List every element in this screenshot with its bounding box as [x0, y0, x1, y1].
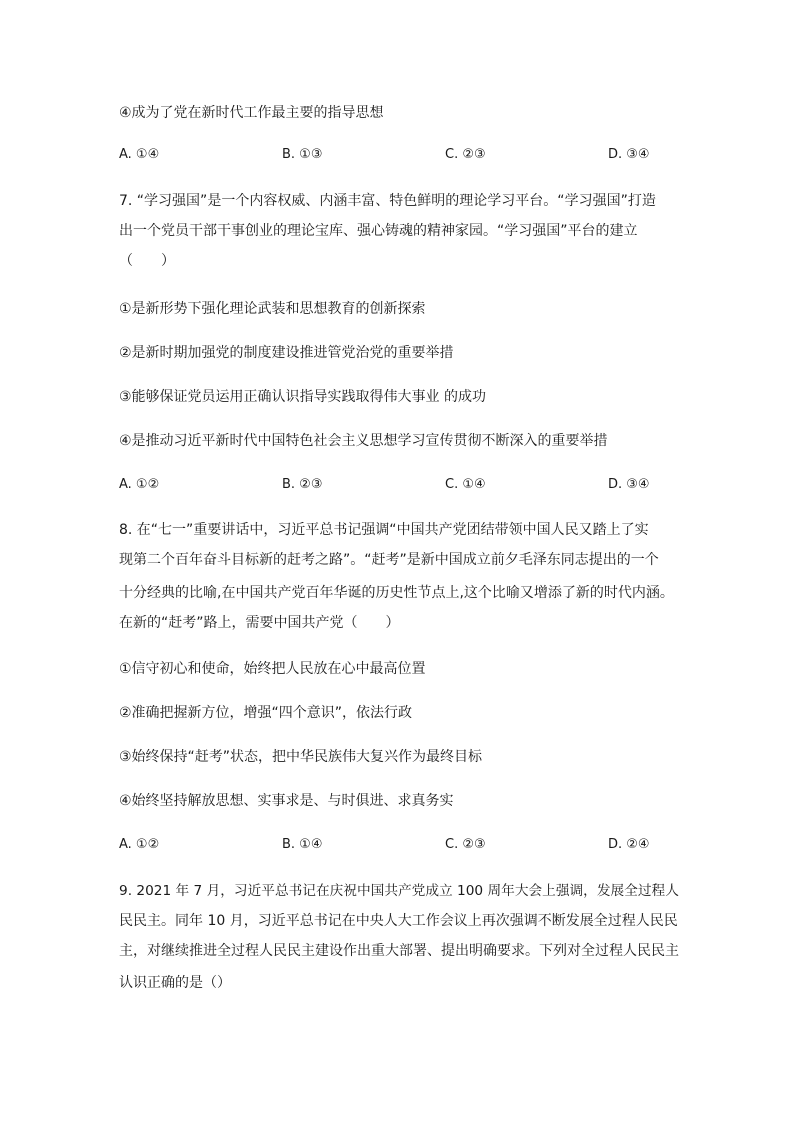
q7-option-b[interactable]: B. ②③	[282, 477, 323, 492]
q9-stem-line-2: 民民主。同年 10 月，习近平总书记在中央人大工作会议上再次强调不断发展全过程人民民	[119, 913, 678, 929]
q7-option-a[interactable]: A. ①②	[119, 477, 160, 492]
q7-statement-2: ②是新时期加强党的制度建设推进管党治党的重要举措	[119, 345, 454, 361]
q7-statement-3: ③能够保证党员运用正确认识指导实践取得伟大事业 的成功	[119, 389, 486, 405]
q9-stem-line-3: 主，对继续推进全过程人民民主建设作出重大部署、提出明确要求。下列对全过程人民民主	[119, 943, 679, 959]
q8-option-a[interactable]: A. ①②	[119, 837, 160, 852]
q8-stem-line-4: 在新的“赶考”路上，需要中国共产党（ ）	[119, 615, 400, 631]
q8-statement-3: ③始终保持“赶考”状态，把中华民族伟大复兴作为最终目标	[119, 749, 483, 765]
q6-option-c[interactable]: C. ②③	[445, 147, 486, 162]
q8-option-c[interactable]: C. ②③	[445, 837, 486, 852]
q7-statement-4: ④是推动习近平新时代中国特色社会主义思想学习宣传贯彻不断深入的重要举措	[119, 433, 608, 449]
q8-stem-line-2: 现第二个百年奋斗目标新的赶考之路”。“赶考”是新中国成立前夕毛泽东同志提出的一个	[119, 552, 659, 568]
q7-stem-line-2: 出一个党员干部干事创业的理论宝库、强心铸魂的精神家园。“学习强国”平台的建立	[119, 223, 638, 239]
q8-statement-4: ④始终坚持解放思想、实事求是、与时俱进、求真务实	[119, 793, 454, 809]
q6-options	[119, 147, 679, 167]
q7-stem-line-3: （ ）	[119, 253, 175, 269]
q9-stem-line-1: 9. 2021 年 7 月，习近平总书记在庆祝中国共产党成立 100 周年大会上强调，发展全过程人	[119, 883, 679, 899]
q6-option-b[interactable]: B. ①③	[282, 147, 323, 162]
q8-option-b[interactable]: B. ①④	[282, 837, 323, 852]
q7-statement-1: ①是新形势下强化理论武装和思想教育的创新探索	[119, 301, 426, 317]
q6-option-a[interactable]: A. ①④	[119, 147, 160, 162]
q8-statement-2: ②准确把握新方位，增强“四个意识”，依法行政	[119, 705, 413, 721]
q9-stem-line-4: 认识正确的是（）	[119, 975, 231, 991]
q6-statement-4: ④成为了党在新时代工作最主要的指导思想	[119, 105, 384, 121]
q8-option-d[interactable]: D. ②④	[608, 837, 650, 852]
q6-option-d[interactable]: D. ③④	[608, 147, 650, 162]
q8-statement-1: ①信守初心和使命，始终把人民放在心中最高位置	[119, 661, 426, 677]
q8-stem-line-1: 8. 在“七一”重要讲话中，习近平总书记强调“中国共产党团结带领中国人民又踏上了实	[119, 522, 649, 538]
q7-stem-line-1: 7. “学习强国”是一个内容权威、内涵丰富、特色鲜明的理论学习平台。“学习强国”打造	[119, 193, 656, 209]
q8-stem-line-3: 十分经典的比喻,在中国共产党百年华诞的历史性节点上,这个比喻又增添了新的时代内涵。	[119, 585, 674, 601]
q7-options	[119, 477, 679, 497]
q8-options	[119, 837, 679, 857]
q7-option-c[interactable]: C. ①④	[445, 477, 486, 492]
q7-option-d[interactable]: D. ③④	[608, 477, 650, 492]
